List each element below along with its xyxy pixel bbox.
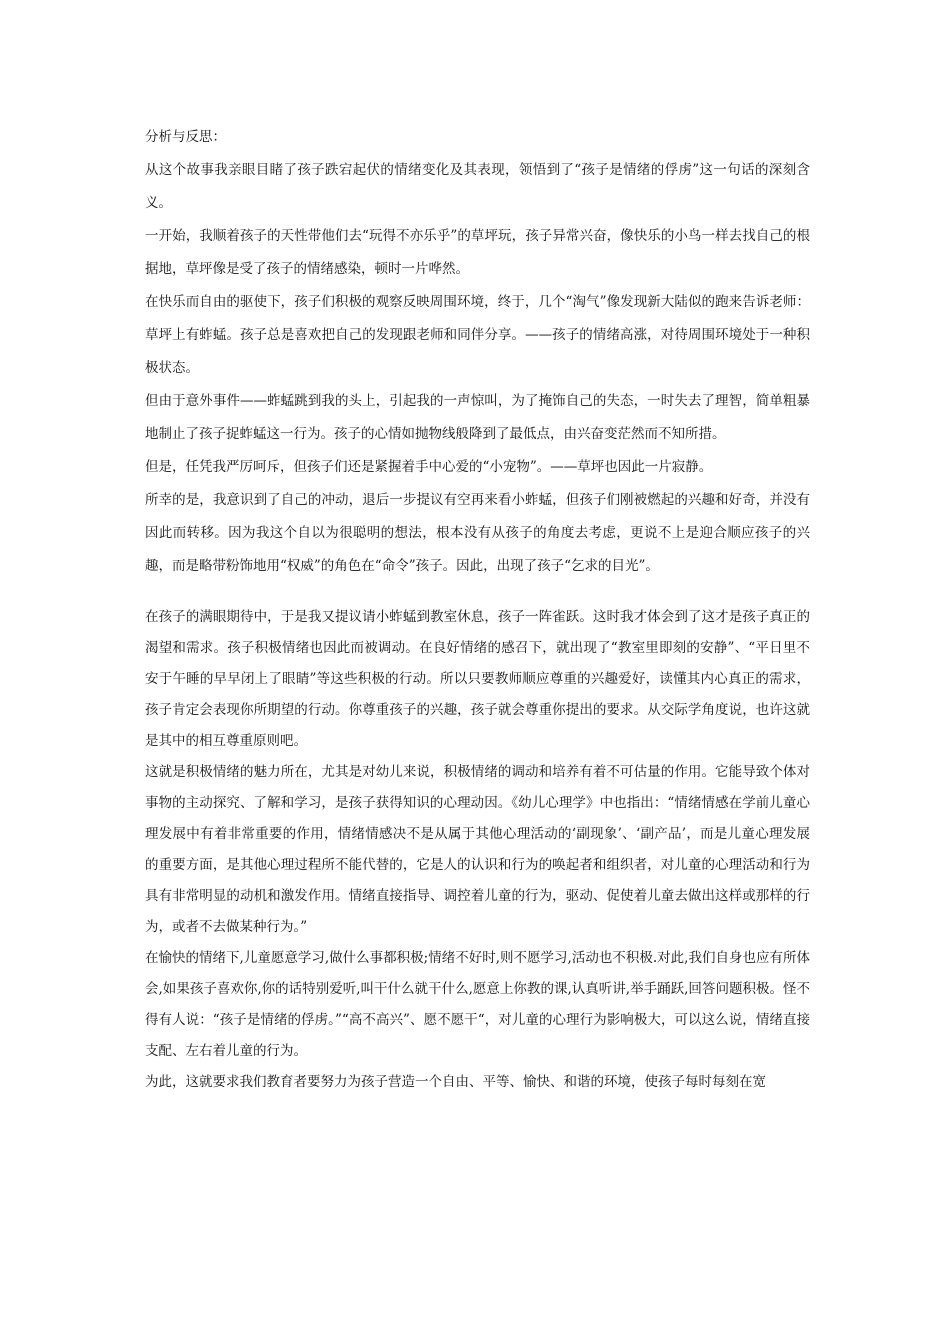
paragraph-9: 在愉快的情绪下,儿童愿意学习,做什么事都积极;情绪不好时,则不愿学习,活动也不积极.对此,我们自身也应有所体会,如果孩子喜欢你,你的话特别爱听,叫干什么就干什么,愿意上你教的课,认真听讲,举手踊跃,回答问题积极。怪不得有人说：“孩子是情绪的俘虏。”“高不高兴”、愿不愿干“，对儿童的心理行为影响极大，可以这么说，情绪直接支配、左右着儿童的行为。: [145, 950, 810, 1059]
paragraph-8: 这就是积极情绪的魅力所在，尤其是对幼儿来说，积极情绪的调动和培养有着不可估量的作用。它能导致个体对事物的主动探究、了解和学习，是孩子获得知识的心理动因。《幼儿心理学》中也指出：“情绪情感在学前儿童心理发展中有着非常重要的作用，情绪情感决不是从属于其他心理活动的‘副现象’、‘副产品’，而是儿童心理发展的重要方面，是其他心理过程所不能代替的，它是人的认识和行为的唤起者和组织者，对儿童的心理活动和行为具有非常明显的动机和激发作用。情绪直接指导、调控着儿童的行为，驱动、促使着儿童去做出这样或那样的行为，或者不去做某种行为。”: [145, 764, 810, 935]
paragraph-6: 所幸的是，我意识到了自己的冲动，退后一步提议有空再来看小蚱蜢，但孩子们刚被燃起的兴趣和好奇，并没有因此而转移。因为我这个自以为很聪明的想法，根本没有从孩子的角度去考虑，更说不上是迎合顺应孩子的兴趣，而是略带粉饰地用“权威”的角色在“命令”孩子。因此，出现了孩子“乞求的目光”。: [145, 492, 810, 574]
paragraph-10: 为此，这就要求我们教育者要努力为孩子营造一个自由、平等、愉快、和谐的环境，使孩子每时每刻在宽: [145, 1074, 766, 1090]
document-body: [145, 121, 810, 1098]
section-heading: 分析与反思：: [145, 129, 226, 145]
paragraph-2: 一开始，我顺着孩子的天性带他们去“玩得不亦乐乎”的草坪玩，孩子异常兴奋，像快乐的小鸟一样去找自己的根据地，草坪像是受了孩子的情绪感染，顿时一片哗然。: [145, 228, 810, 277]
paragraph-5: 但是，任凭我严厉呵斥，但孩子们还是紧握着手中心爱的“小宠物”。——草坪也因此一片寂静。: [145, 459, 713, 475]
paragraph-spacer: [145, 583, 810, 602]
paragraph-3: 在快乐而自由的驱使下，孩子们积极的观察反映周围环境，终于，几个“淘气”像发现新大陆似的跑来告诉老师：草坪上有蚱蜢。孩子总是喜欢把自己的发现跟老师和同伴分享。——孩子的情绪高涨，对待周围环境处于一种积极状态。: [145, 294, 810, 376]
paragraph-1: 从这个故事我亲眼目睹了孩子跌宕起伏的情绪变化及其表现，领悟到了“孩子是情绪的俘虏”这一句话的深刻含义。: [145, 162, 810, 211]
paragraph-4: 但由于意外事件——蚱蜢跳到我的头上，引起我的一声惊叫，为了掩饰自己的失态，一时失去了理智，简单粗暴地制止了孩子捉蚱蜢这一行为。孩子的心情如抛物线般降到了最低点，由兴奋变茫然而不知所措。: [145, 393, 810, 442]
paragraph-7: 在孩子的满眼期待中，于是我又提议请小蚱蜢到教室休息，孩子一阵雀跃。这时我才体会到了这才是孩子真正的渴望和需求。孩子积极情绪也因此而被调动。在良好情绪的感召下，就出现了“教室里即刻的安静”、“平日里不安于午睡的早早闭上了眼睛”等这些积极的行动。所以只要教师顺应尊重的兴趣爱好，读懂其内心真正的需求，孩子肯定会表现你所期望的行动。你尊重孩子的兴趣，孩子就会尊重你提出的要求。从交际学角度说，也许这就是其中的相互尊重原则吧。: [145, 609, 810, 749]
